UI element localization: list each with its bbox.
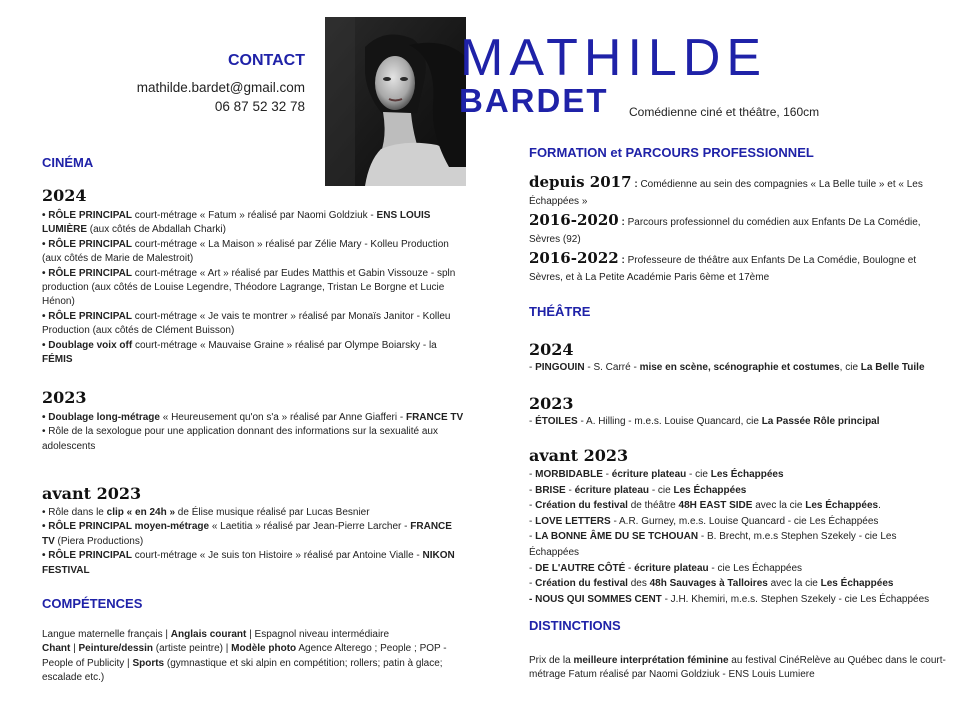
text-line [529, 514, 949, 530]
bold-run: FRANCE TV [42, 521, 452, 547]
cinema-group-2024 [42, 186, 464, 367]
text-line [42, 310, 464, 339]
text-run: de théâtre [627, 500, 679, 512]
cinema-year: 2024 [42, 186, 87, 205]
text-run: - J.H. Khemiri, m.e.s. Stephen Szekely - cie Les Échappées [661, 593, 930, 605]
text-run: - [625, 562, 635, 574]
bold-run: FRANCE TV [405, 412, 464, 423]
bold-run: Les Échappées [805, 500, 879, 512]
theatre-year: 2023 [529, 394, 574, 413]
formation-year: depuis 2017 [529, 173, 632, 191]
text-run: - [602, 469, 612, 480]
cinema-heading: CINÉMA [42, 155, 94, 170]
text-line [529, 654, 949, 683]
bold-run: • Doublage voix off [42, 339, 133, 351]
bold-run: 48H EAST SIDE [678, 500, 753, 512]
formation-text: Professeure de théâtre aux Enfants De La Comédie, Boulogne et Sèvres, et à La Petite Académie Paris 6ème et 17ème [529, 255, 917, 283]
bold-run: • RÔLE PRINCIPAL [42, 310, 132, 322]
theatre-year: avant 2023 [529, 446, 629, 465]
text-run: avec la cie [767, 578, 821, 590]
formation-text: Parcours professionnel du comédien aux Enfants De La Comédie, Sèvres (92) [529, 217, 921, 245]
bold-run: clip « en 24h » [106, 507, 176, 518]
last-name: BARDET [459, 82, 609, 119]
theatre-group-avant-2023 [529, 446, 949, 607]
text-run: - [529, 362, 536, 373]
bold-run: Création du festival [535, 500, 628, 512]
text-run: , cie [839, 362, 861, 373]
bold-run: mise en scène, scénographie et costumes [639, 362, 840, 373]
formation-sep: : [618, 255, 628, 266]
bold-run: Sports [132, 657, 165, 669]
text-run: (Piera Productions) [54, 535, 144, 547]
formation-item [529, 212, 949, 248]
text-run: court-métrage « La Maison » réalisé par Zélie Mary - Kolleu Production (aux côtés de Marie de Malestroit) [42, 238, 449, 265]
text-run: Prix de la [529, 655, 574, 666]
bold-run: - NOUS QUI SOMMES CENT [529, 593, 662, 605]
portrait-photo-image [325, 17, 466, 186]
bold-run: Anglais courant [170, 629, 247, 640]
theatre-items [529, 467, 949, 607]
bold-run: LOVE LETTERS [535, 515, 611, 527]
bold-run: • RÔLE PRINCIPAL moyen-métrage [42, 521, 210, 533]
bold-run: La Belle Tuile [860, 362, 925, 373]
bold-run: Les Échappées [673, 484, 747, 496]
cinema-items [42, 411, 464, 454]
bold-run: DE L'AUTRE CÔTÉ [535, 562, 626, 574]
cinema-group-2023 [42, 388, 464, 454]
text-line [42, 238, 464, 267]
text-line [529, 529, 949, 560]
text-line [529, 483, 949, 499]
theatre-year: 2024 [529, 340, 574, 359]
text-run: - S. Carré - [584, 362, 640, 373]
bold-run: PINGOUIN [535, 362, 585, 373]
bold-run: MORBIDABLE [535, 469, 603, 480]
bold-run: Création du festival [535, 578, 628, 590]
bold-run: 48h Sauvages à Talloires [649, 578, 768, 590]
formation-year: 2016-2022 [529, 249, 619, 267]
text-run: - cie Les Échappées [708, 562, 803, 574]
tagline: Comédienne ciné et théâtre, 160cm [629, 105, 820, 119]
text-run: court-métrage « Je suis ton Histoire » réalisé par Antoine Vialle - [132, 550, 423, 562]
distinctions-heading: DISTINCTIONS [529, 618, 621, 633]
text-run: « Laetitia » réalisé par Jean-Pierre Larcher - [209, 521, 411, 533]
distinctions-text [529, 654, 949, 683]
bold-run: Les Échappées [820, 578, 894, 590]
text-run: court-métrage « Art » réalisé par Eudes Matthis et Gabin Vissouze - spln production (aux côtés de Louise Legendre, Théodore Lagrange, Tristan Le Borgne et Lucie Hénon) [42, 267, 456, 308]
bold-run: meilleure interprétation féminine [573, 655, 729, 666]
cinema-items [42, 506, 464, 578]
bold-run: ENS LOUIS LUMIÈRE [42, 210, 431, 236]
formation-year: 2016-2020 [529, 211, 619, 229]
text-run: de Élise musique réalisé par Lucas Besnier [175, 507, 370, 518]
text-run: avec la cie [752, 500, 806, 512]
theatre-group-2024 [529, 340, 949, 375]
text-line [529, 498, 949, 514]
competences-text [42, 628, 464, 686]
text-run: (artiste peintre) | [152, 643, 232, 655]
first-name: MATHILDE [460, 29, 768, 87]
text-run: au festival CinéRelève au Québec dans le court-métrage Fatum réalisé par Naomi Goldziuk - ENS Louis Lumiere [529, 655, 946, 681]
competences-heading: COMPÉTENCES [42, 596, 143, 611]
bold-run: Peinture/dessin [78, 643, 153, 655]
text-run: • Rôle de la sexologue pour une application donnant des informations sur la sexualité aux adolescents [42, 426, 438, 452]
text-line [529, 415, 949, 429]
text-line [42, 549, 464, 578]
text-run: | Espagnol niveau intermédiaire [246, 629, 390, 640]
bold-run: La Passée Rôle principal [761, 416, 880, 427]
text-run: • Rôle dans le [42, 507, 107, 518]
cinema-items [42, 209, 464, 367]
text-line [42, 411, 464, 425]
text-run: (gymnastique et ski alpin en compétition; rollers; patin à glace; escalade etc.) [42, 657, 443, 684]
cinema-group-avant-2023 [42, 484, 464, 578]
text-run: . [878, 500, 881, 512]
text-line [529, 592, 949, 608]
portrait-photo [325, 17, 466, 186]
formation-sep: : [618, 217, 628, 228]
text-run: (aux côtés de Abdallah Charki) [87, 224, 226, 236]
text-run: - cie [686, 469, 711, 480]
text-line [529, 467, 949, 483]
formation-heading: FORMATION et PARCOURS PROFESSIONNEL [529, 145, 814, 160]
formation-text: Comédienne au sein des compagnies « La Belle tuile » et « Les Échappées » [529, 179, 923, 207]
text-line [42, 209, 464, 238]
text-line [42, 267, 464, 310]
bold-run: BRISE [535, 484, 566, 496]
contact-phone[interactable]: 06 87 52 32 78 [214, 99, 305, 114]
theatre-group-2023 [529, 394, 949, 429]
bold-run: NIKON FESTIVAL [42, 550, 455, 576]
formation-item [529, 174, 949, 210]
contact-email[interactable]: mathilde.bardet@gmail.com [136, 80, 305, 95]
text-run: - [529, 578, 536, 590]
text-run: court-métrage « Fatum » réalisé par Naomi Goldziuk - [132, 210, 377, 221]
bold-run: Chant [42, 643, 71, 655]
contact-heading: CONTACT [227, 52, 305, 69]
text-run: - [529, 562, 536, 574]
bold-run: écriture plateau [634, 562, 709, 574]
text-run: des [627, 578, 650, 590]
text-line [529, 576, 949, 592]
text-run: - cie [649, 484, 674, 496]
text-line [42, 520, 464, 549]
text-run: - B. Brecht, m.e.s Stephen Szekely - cie Les Échappées [529, 531, 897, 558]
text-run: - A. Hilling - m.e.s. Louise Quancard, cie [577, 416, 762, 427]
bold-run: écriture plateau [574, 484, 650, 496]
text-run: court-métrage « Je vais te montrer » réalisé par Monaïs Janitor - Kolleu Production (aux côtés de Clément Buisson) [42, 310, 451, 337]
cinema-year: avant 2023 [42, 484, 142, 503]
bold-run: Les Échappées [710, 469, 784, 480]
text-run: - [565, 484, 575, 496]
bold-run: Modèle photo [231, 643, 297, 655]
bold-run: • RÔLE PRINCIPAL [42, 550, 132, 562]
theatre-items [529, 415, 949, 429]
text-run: Agence Alterego ; People ; POP - People of Publicity | [42, 643, 447, 669]
bold-run: • RÔLE PRINCIPAL [42, 238, 132, 250]
text-run: - [529, 500, 536, 512]
text-line [42, 642, 464, 685]
bold-run: • Doublage long-métrage [42, 412, 160, 423]
text-run: - [529, 469, 536, 480]
text-line [42, 628, 464, 642]
bold-run: FÉMIS [42, 354, 73, 366]
theatre-items [529, 361, 949, 375]
text-run: Langue maternelle français | [42, 629, 171, 640]
text-run: - [529, 515, 536, 527]
bold-run: • RÔLE PRINCIPAL [42, 210, 132, 221]
theatre-heading: THÉÂTRE [529, 304, 591, 319]
text-line [42, 425, 464, 454]
formation-sep: : [631, 179, 641, 190]
text-run: - [529, 416, 536, 427]
text-run: | [70, 643, 79, 655]
bold-run: ÉTOILES [535, 416, 578, 427]
text-line [529, 361, 949, 375]
cinema-year: 2023 [42, 388, 87, 407]
text-run: - [529, 531, 536, 543]
text-run: - A.R. Gurney, m.e.s. Louise Quancard - cie Les Échappées [610, 515, 879, 527]
text-line [42, 506, 464, 520]
text-run: court-métrage « Mauvaise Graine » réalisé par Olympe Boiarsky - la [132, 339, 437, 351]
bold-run: LA BONNE ÂME DU SE TCHOUAN [535, 531, 699, 543]
formation-item [529, 250, 949, 286]
formation-list [529, 174, 949, 286]
text-run: - [529, 484, 536, 496]
text-run: « Heureusement qu'on s'a » réalisé par Anne Giafferi - [159, 412, 406, 423]
text-line [42, 339, 464, 368]
bold-run: écriture plateau [611, 469, 687, 480]
bold-run: • RÔLE PRINCIPAL [42, 267, 132, 279]
text-line [529, 561, 949, 577]
